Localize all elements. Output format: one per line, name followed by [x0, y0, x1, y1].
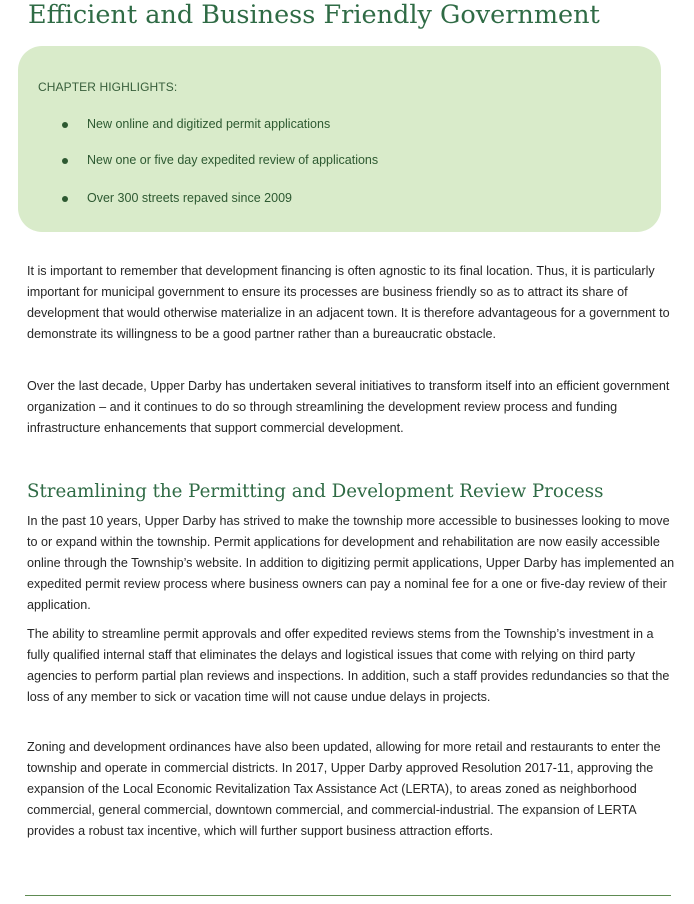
highlight-item — [62, 116, 330, 133]
footer-divider — [25, 895, 671, 896]
highlight-item-text: New online and digitized permit applications — [87, 117, 331, 131]
highlight-item-text: Over 300 streets repaved since 2009 — [87, 191, 292, 205]
highlight-item — [62, 190, 292, 207]
highlight-item — [62, 152, 378, 169]
highlight-item-text: New one or five day expedited review of applications — [87, 153, 379, 167]
intro-paragraph: Over the last decade, Upper Darby has undertaken several initiatives to transform itself into an efficient government organization – and it continues to do so through streamlining the development review process and funding infrastructure enhancements that support commercial development. — [27, 379, 670, 436]
chapter-highlights-box — [18, 46, 661, 232]
intro-paragraph: It is important to remember that development financing is often agnostic to its final location. Thus, it is particularly important for municipal government to ensure its processes are business friendly so as to attract its share of development that would otherwise materialize in an adjacent town. It is therefore advantageous for a government to demonstrate its willingness to be a good partner rather than a bureaucratic obstacle. — [27, 264, 670, 342]
section-paragraph: The ability to streamline permit approvals and offer expedited reviews stems from the Township’s investment in a fully qualified internal staff that eliminates the delays and logistical issues that come with relying on third party agencies to perform partial plan reviews and inspections. In addition, such a staff provides redundancies so that the loss of any member to sick or vacation time will not cause undue delays in projects. — [27, 627, 670, 705]
page-title: Efficient and Business Friendly Government — [28, 0, 600, 30]
section-paragraph: In the past 10 years, Upper Darby has strived to make the township more accessible to businesses looking to move to or expand within the township. Permit applications for development and rehabilitation are now easily accessible online through the Township’s website. In addition to digitizing permit applications, Upper Darby has implemented an expedited permit review process where business owners can pay a nominal fee for a one or five-day review of their application. — [27, 514, 675, 613]
bullet-icon — [62, 158, 68, 164]
section-paragraph: Zoning and development ordinances have also been updated, allowing for more retail and restaurants to enter the township and operate in commercial districts. In 2017, Upper Darby approved Resolution 2017-11, approving the expansion of the Local Economic Revitalization Tax Assistance Act (LERTA), to areas zoned as neighborhood commercial, general commercial, downtown commercial, and commercial-industrial. The expansion of LERTA provides a robust tax incentive, which will further support business attraction efforts. — [27, 740, 661, 839]
section-heading: Streamlining the Permitting and Development Review Process — [27, 481, 604, 502]
bullet-icon — [62, 122, 68, 128]
bullet-icon — [62, 196, 68, 202]
chapter-highlights-label: CHAPTER HIGHLIGHTS: — [38, 80, 178, 94]
